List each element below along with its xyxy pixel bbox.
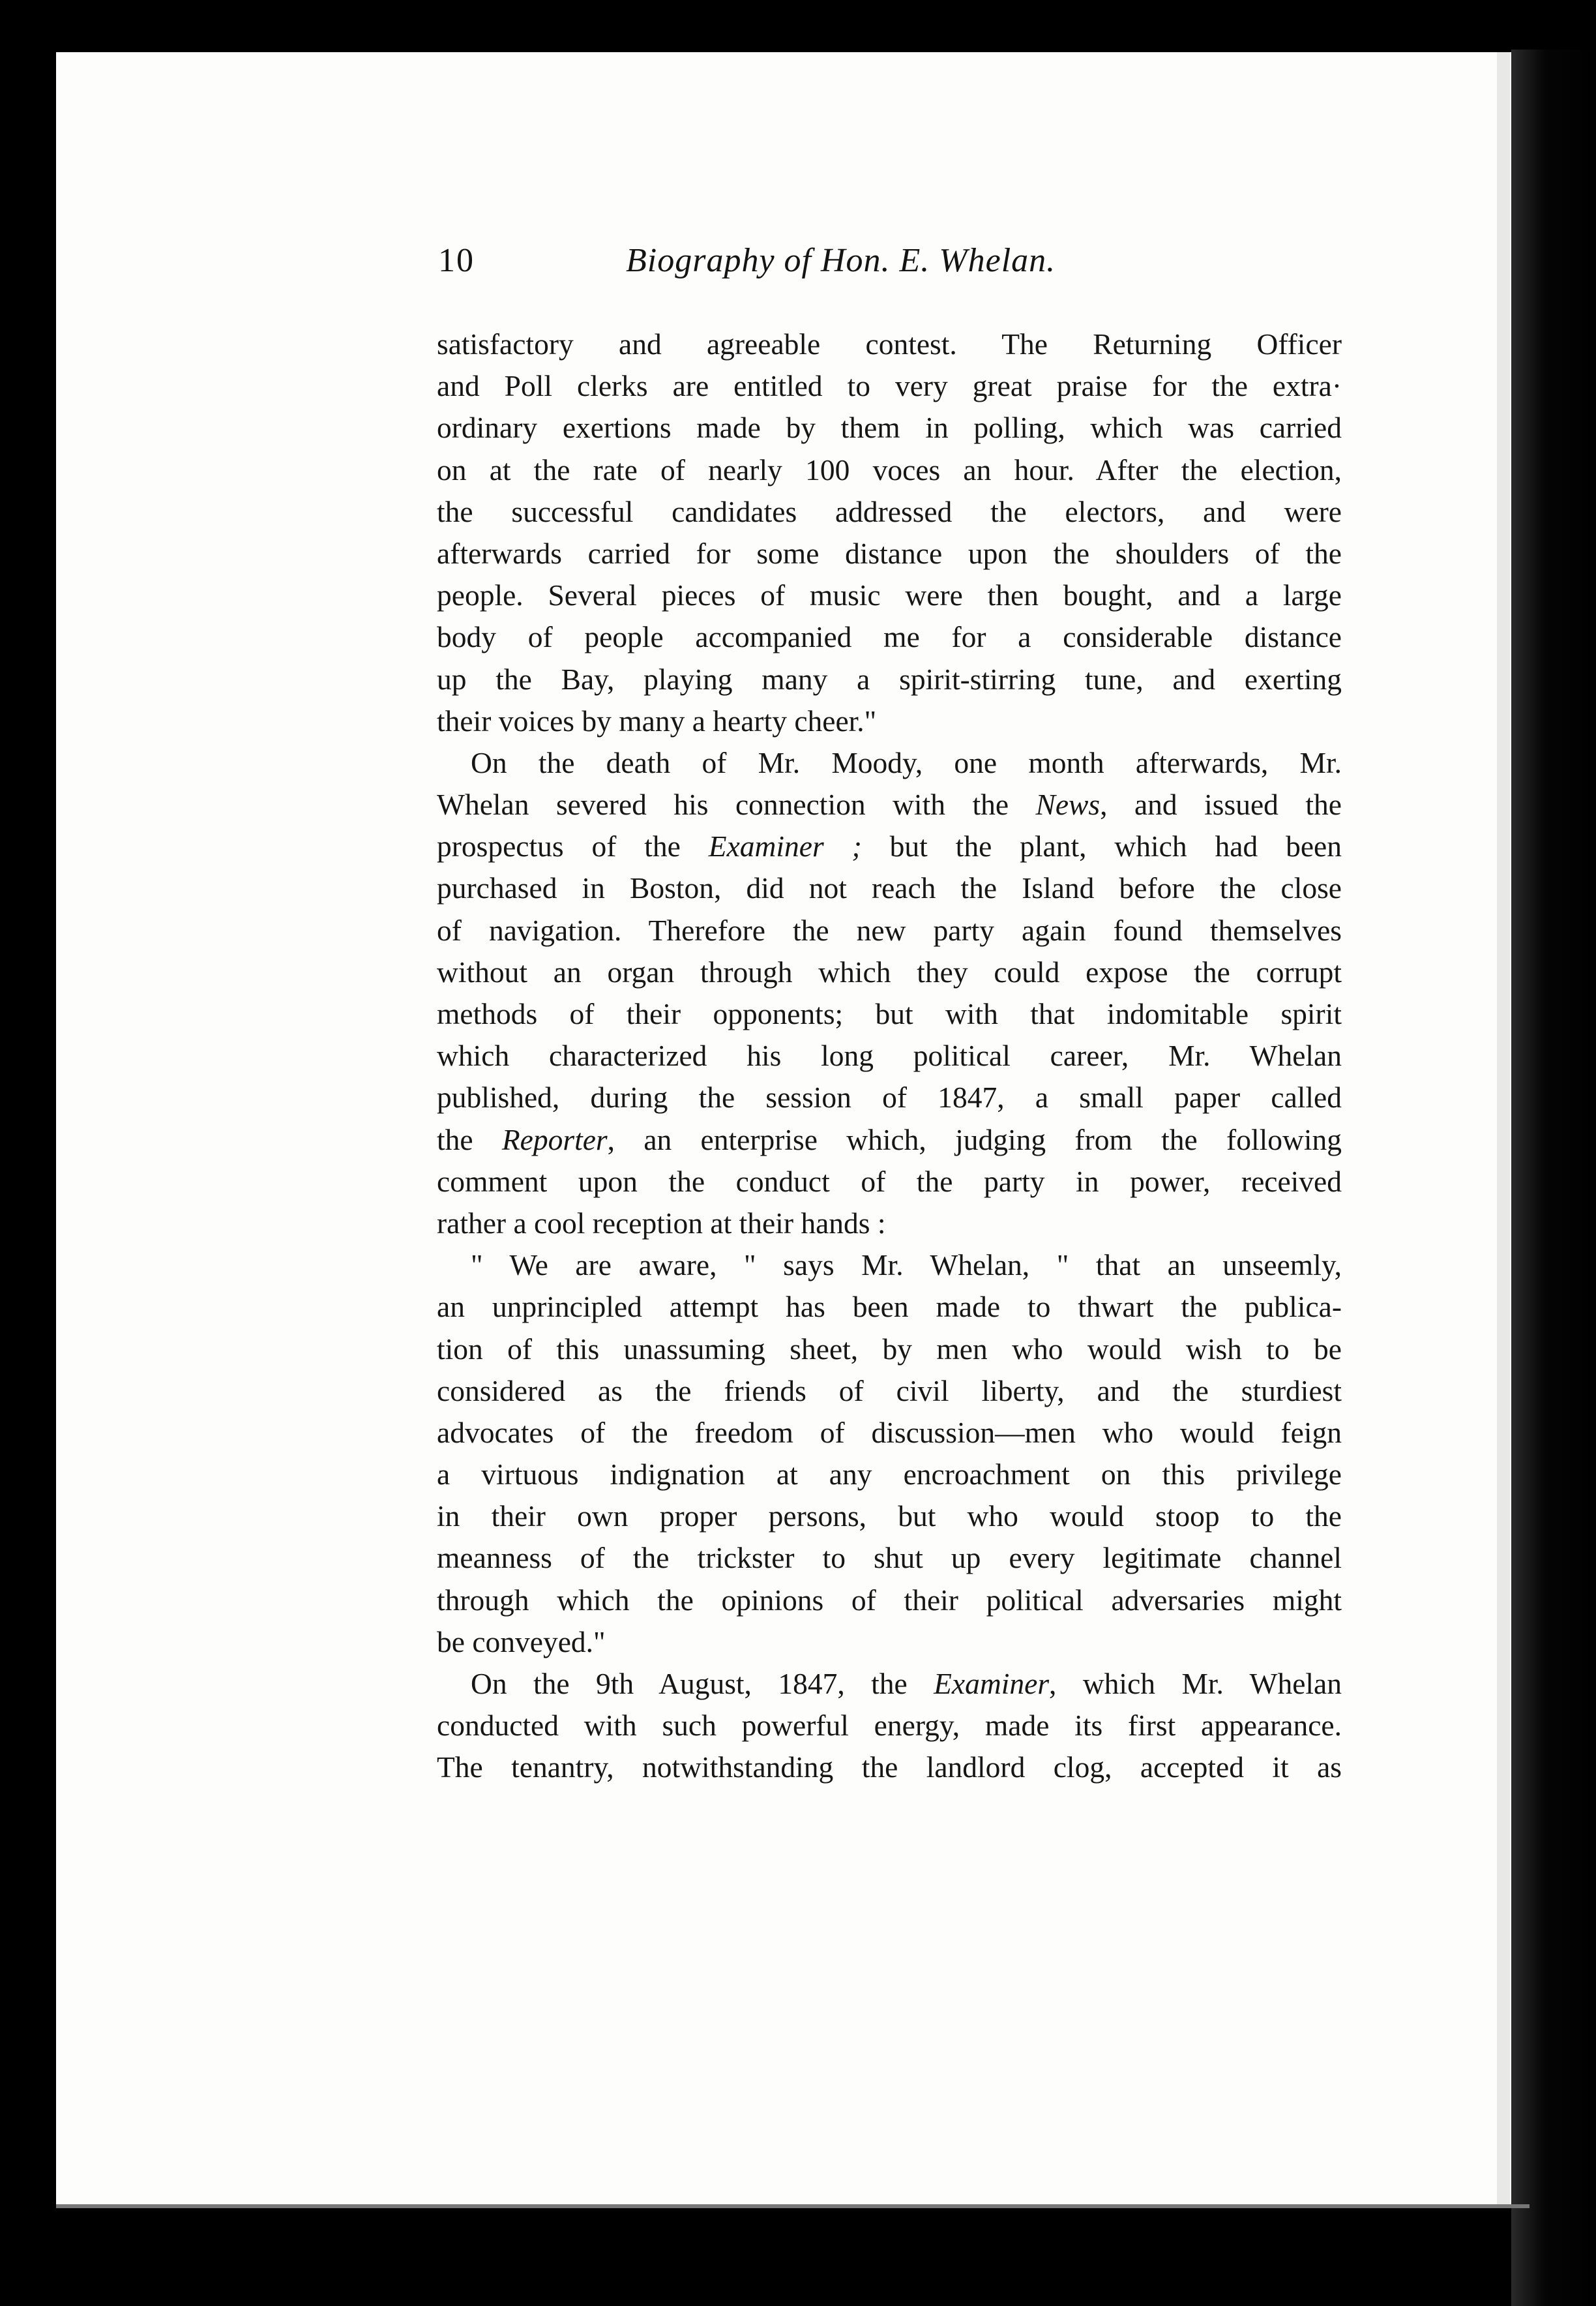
text-line: ordinary exertions made by them in polling, which was carried xyxy=(437,411,1342,445)
page-bottom-edge xyxy=(56,2204,1530,2208)
body-text xyxy=(437,323,1342,1789)
text-line: in their own proper persons, but who would stoop to the xyxy=(437,1499,1342,1533)
text-line: a virtuous indignation at any encroachment on this privilege xyxy=(437,1458,1342,1491)
text-line: body of people accompanied me for a considerable distance xyxy=(437,620,1342,654)
text-line: On the 9th August, 1847, the Examiner, which Mr. Whelan xyxy=(471,1667,1342,1700)
text-line: The tenantry, notwithstanding the landlord clog, accepted it as xyxy=(437,1750,1342,1784)
text-line: conducted with such powerful energy, made its first appearance. xyxy=(437,1709,1342,1743)
text-line: people. Several pieces of music were then bought, and a large xyxy=(437,578,1342,612)
text-line: of navigation. Therefore the new party again found themselves xyxy=(437,913,1342,947)
text-line: comment upon the conduct of the party in power, received xyxy=(437,1164,1342,1198)
page-gutter-edge xyxy=(1497,52,1510,2204)
text-line: satisfactory and agreeable contest. The Returning Officer xyxy=(437,327,1342,361)
text-line: through which the opinions of their political adversaries might xyxy=(437,1583,1342,1617)
text-line: and Poll clerks are entitled to very great praise for the extra· xyxy=(437,369,1342,403)
text-line: On the death of Mr. Moody, one month afterwards, Mr. xyxy=(471,745,1342,779)
text-line: be conveyed." xyxy=(437,1625,606,1658)
book-title: Biography of Hon. E. Whelan. xyxy=(626,242,1056,279)
text-line: without an organ through which they could expose the corrupt xyxy=(437,955,1342,989)
text-line: the Reporter, an enterprise which, judging from the following xyxy=(437,1122,1342,1156)
text-line: an unprincipled attempt has been made to thwart the publica- xyxy=(437,1290,1342,1324)
text-line: the successful candidates addressed the electors, and were xyxy=(437,494,1342,528)
running-header xyxy=(438,241,1351,300)
text-line: published, during the session of 1847, a small paper called xyxy=(437,1081,1342,1115)
newspaper-title: Examiner ; xyxy=(708,830,862,863)
text-line: which characterized his long political career, Mr. Whelan xyxy=(437,1039,1342,1073)
text-line: " We are aware, " says Mr. Whelan, " that an unseemly, xyxy=(471,1248,1342,1282)
newspaper-title: News xyxy=(1035,788,1101,822)
gutter-shadow xyxy=(1511,50,1596,2306)
text-line: afterwards carried for some distance upon the shoulders of the xyxy=(437,536,1342,570)
text-line: up the Bay, playing many a spirit-stirring tune, and exerting xyxy=(437,662,1342,696)
text-line: rather a cool reception at their hands : xyxy=(437,1206,886,1240)
text-line: prospectus of the Examiner ; but the plant, which had been xyxy=(437,830,1342,863)
page-number: 10 xyxy=(438,242,475,279)
text-line: advocates of the freedom of discussion—men who would feign xyxy=(437,1415,1342,1449)
text-line: their voices by many a hearty cheer." xyxy=(437,704,877,738)
text-line: meanness of the trickster to shut up every legitimate channel xyxy=(437,1541,1342,1575)
newspaper-title: Examiner xyxy=(934,1667,1050,1700)
text-line: considered as the friends of civil liberty, and the sturdiest xyxy=(437,1373,1342,1407)
text-line: tion of this unassuming sheet, by men who would wish to be xyxy=(437,1332,1342,1366)
text-line: Whelan severed his connection with the News, and issued the xyxy=(437,788,1342,822)
text-line: purchased in Boston, did not reach the Island before the close xyxy=(437,871,1342,905)
text-line: methods of their opponents; but with that indomitable spirit xyxy=(437,997,1342,1030)
newspaper-title: Reporter xyxy=(501,1122,608,1156)
text-line: on at the rate of nearly 100 voces an hour. After the election, xyxy=(437,453,1342,487)
